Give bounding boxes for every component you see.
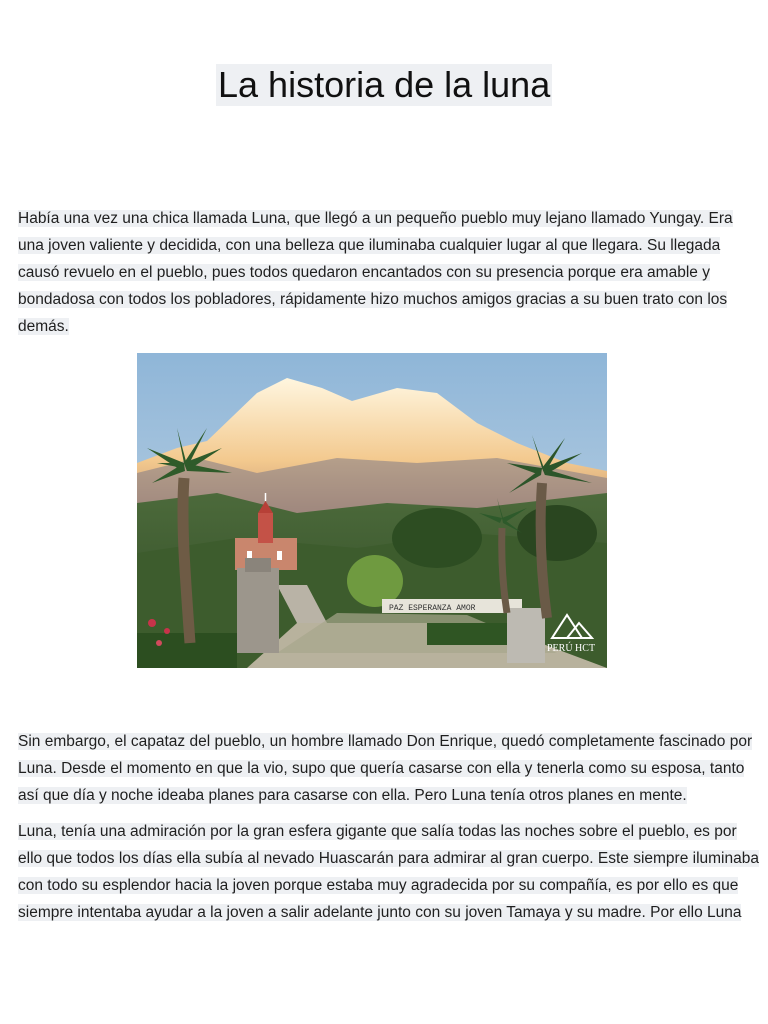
text-line: causó revuelo en el pueblo, pues todos quedaron encantados con su presencia porque era amable y (18, 264, 710, 281)
text-line: con todo su esplendor hacia la joven porque estaba muy agradecida por su compañía, es por ello es que (18, 877, 739, 894)
text-line: ello que todos los días ella subía al nevado Huascarán para admirar al gran cuerpo. Este siempre iluminaba (18, 850, 759, 867)
landscape-photo (137, 353, 607, 668)
paragraph-luna-admiration (18, 818, 758, 926)
paragraph-don-enrique (18, 728, 758, 809)
sign-text: PAZ ESPERANZA AMOR (389, 604, 476, 613)
page-title: La historia de la luna (218, 64, 551, 105)
text-line: así que día y noche ideaba planes para casarse con ella. Pero Luna tenía otros planes en mente. (18, 787, 687, 804)
text-line: Sin embargo, el capataz del pueblo, un hombre llamado Don Enrique, quedó completamente fascinado por (18, 733, 753, 750)
text-line: bondadosa con todos los pobladores, rápidamente hizo muchos amigos gracias a su buen trato con los (18, 291, 728, 308)
text-line: Luna. Desde el momento en que la vio, supo que quería casarse con ella y tenerla como su esposa, tanto (18, 760, 745, 777)
text-line: siempre intentaba ayudar a la joven a salir adelante junto con su joven Tamaya y su madre. Por ello Luna (18, 904, 742, 921)
text-line: demás. (18, 318, 69, 335)
watermark-text: PERÚ HCT (547, 643, 596, 654)
text-line: Luna, tenía una admiración por la gran esfera gigante que salía todas las noches sobre el pueblo, es por (18, 823, 737, 840)
paragraph-intro (18, 205, 758, 340)
text-line: una joven valiente y decidida, con una belleza que iluminaba cualquier lugar al que llegara. Su llegada (18, 237, 721, 254)
text-line: Había una vez una chica llamada Luna, que llegó a un pequeño pueblo muy lejano llamado Yungay. Era (18, 210, 733, 227)
